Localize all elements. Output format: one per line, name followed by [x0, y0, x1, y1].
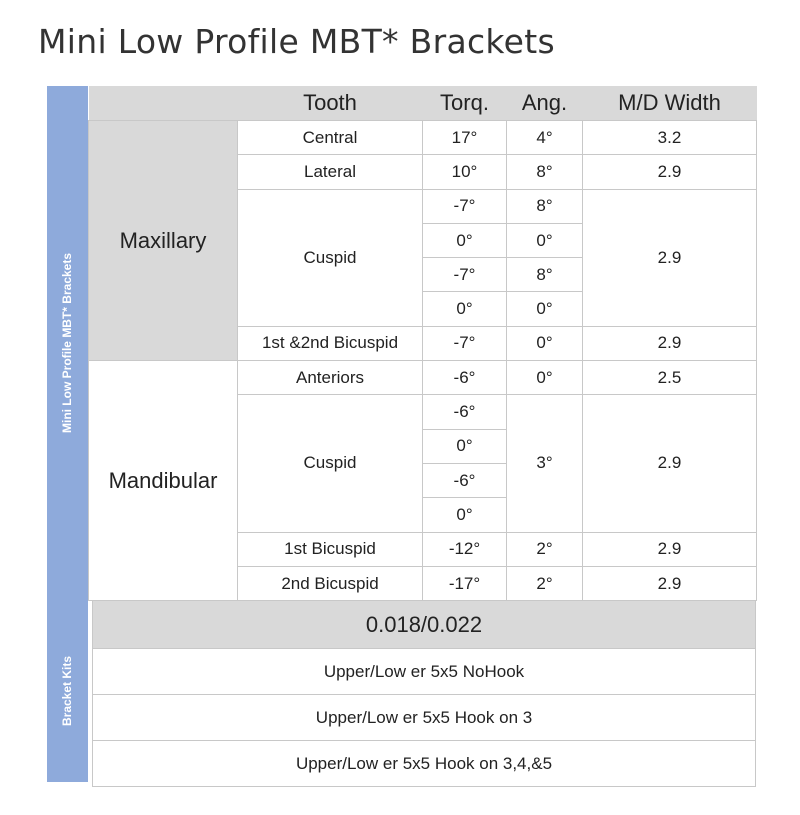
angle-cell: 0°	[507, 292, 583, 326]
torque-cell: 0°	[423, 429, 507, 463]
torque-cell: 0°	[423, 498, 507, 532]
header-blank	[89, 86, 238, 121]
tooth-cell: Anteriors	[238, 361, 423, 395]
page-title: Mini Low Profile MBT* Brackets	[38, 22, 555, 61]
bracket-kits-table	[92, 600, 756, 787]
width-cell: 2.9	[583, 326, 757, 360]
tooth-cell: 1st &2nd Bicuspid	[238, 326, 423, 360]
kit-item: Upper/Low er 5x5 NoHook	[92, 649, 756, 695]
table-row	[89, 121, 757, 155]
angle-cell: 0°	[507, 361, 583, 395]
torque-cell: -6°	[423, 395, 507, 429]
table-header-row	[89, 86, 757, 121]
torque-cell: 17°	[423, 121, 507, 155]
side-label-kits	[47, 599, 88, 782]
width-cell: 2.9	[583, 532, 757, 566]
angle-cell: 8°	[507, 189, 583, 223]
torque-cell: -7°	[423, 326, 507, 360]
tooth-cell: Central	[238, 121, 423, 155]
angle-cell: 4°	[507, 121, 583, 155]
tooth-cell: 2nd Bicuspid	[238, 566, 423, 600]
torque-cell: -6°	[423, 463, 507, 497]
torque-cell: -17°	[423, 566, 507, 600]
angle-cell: 8°	[507, 155, 583, 189]
kit-item: Upper/Low er 5x5 Hook on 3	[92, 695, 756, 741]
width-cell: 2.5	[583, 361, 757, 395]
angle-cell: 0°	[507, 326, 583, 360]
angle-cell: 2°	[507, 566, 583, 600]
header-torque: Torq.	[423, 86, 507, 121]
tooth-cell: Cuspid	[238, 189, 423, 326]
angle-cell: 0°	[507, 223, 583, 257]
kit-item: Upper/Low er 5x5 Hook on 3,4,&5	[92, 741, 756, 787]
group-mandibular: Mandibular	[89, 361, 238, 601]
header-tooth: Tooth	[238, 86, 423, 121]
angle-cell: 8°	[507, 258, 583, 292]
angle-cell: 2°	[507, 532, 583, 566]
width-cell: 2.9	[583, 189, 757, 326]
brackets-table	[88, 86, 757, 601]
kit-slot-size: 0.018/0.022	[92, 600, 756, 649]
torque-cell: 10°	[423, 155, 507, 189]
tooth-cell: Lateral	[238, 155, 423, 189]
side-label-brackets	[47, 86, 88, 599]
torque-cell: -12°	[423, 532, 507, 566]
torque-cell: -7°	[423, 189, 507, 223]
header-angle: Ang.	[507, 86, 583, 121]
width-cell: 2.9	[583, 395, 757, 532]
tooth-cell: 1st Bicuspid	[238, 532, 423, 566]
torque-cell: 0°	[423, 223, 507, 257]
torque-cell: -6°	[423, 361, 507, 395]
width-cell: 2.9	[583, 155, 757, 189]
tooth-cell: Cuspid	[238, 395, 423, 532]
width-cell: 2.9	[583, 566, 757, 600]
side-label-kits-text: Bracket Kits	[60, 655, 75, 726]
torque-cell: 0°	[423, 292, 507, 326]
torque-cell: -7°	[423, 258, 507, 292]
group-maxillary: Maxillary	[89, 121, 238, 361]
angle-cell: 3°	[507, 395, 583, 532]
table-row	[89, 361, 757, 395]
header-width: M/D Width	[583, 86, 757, 121]
side-label-brackets-text: Mini Low Profile MBT* Brackets	[60, 252, 75, 433]
width-cell: 3.2	[583, 121, 757, 155]
